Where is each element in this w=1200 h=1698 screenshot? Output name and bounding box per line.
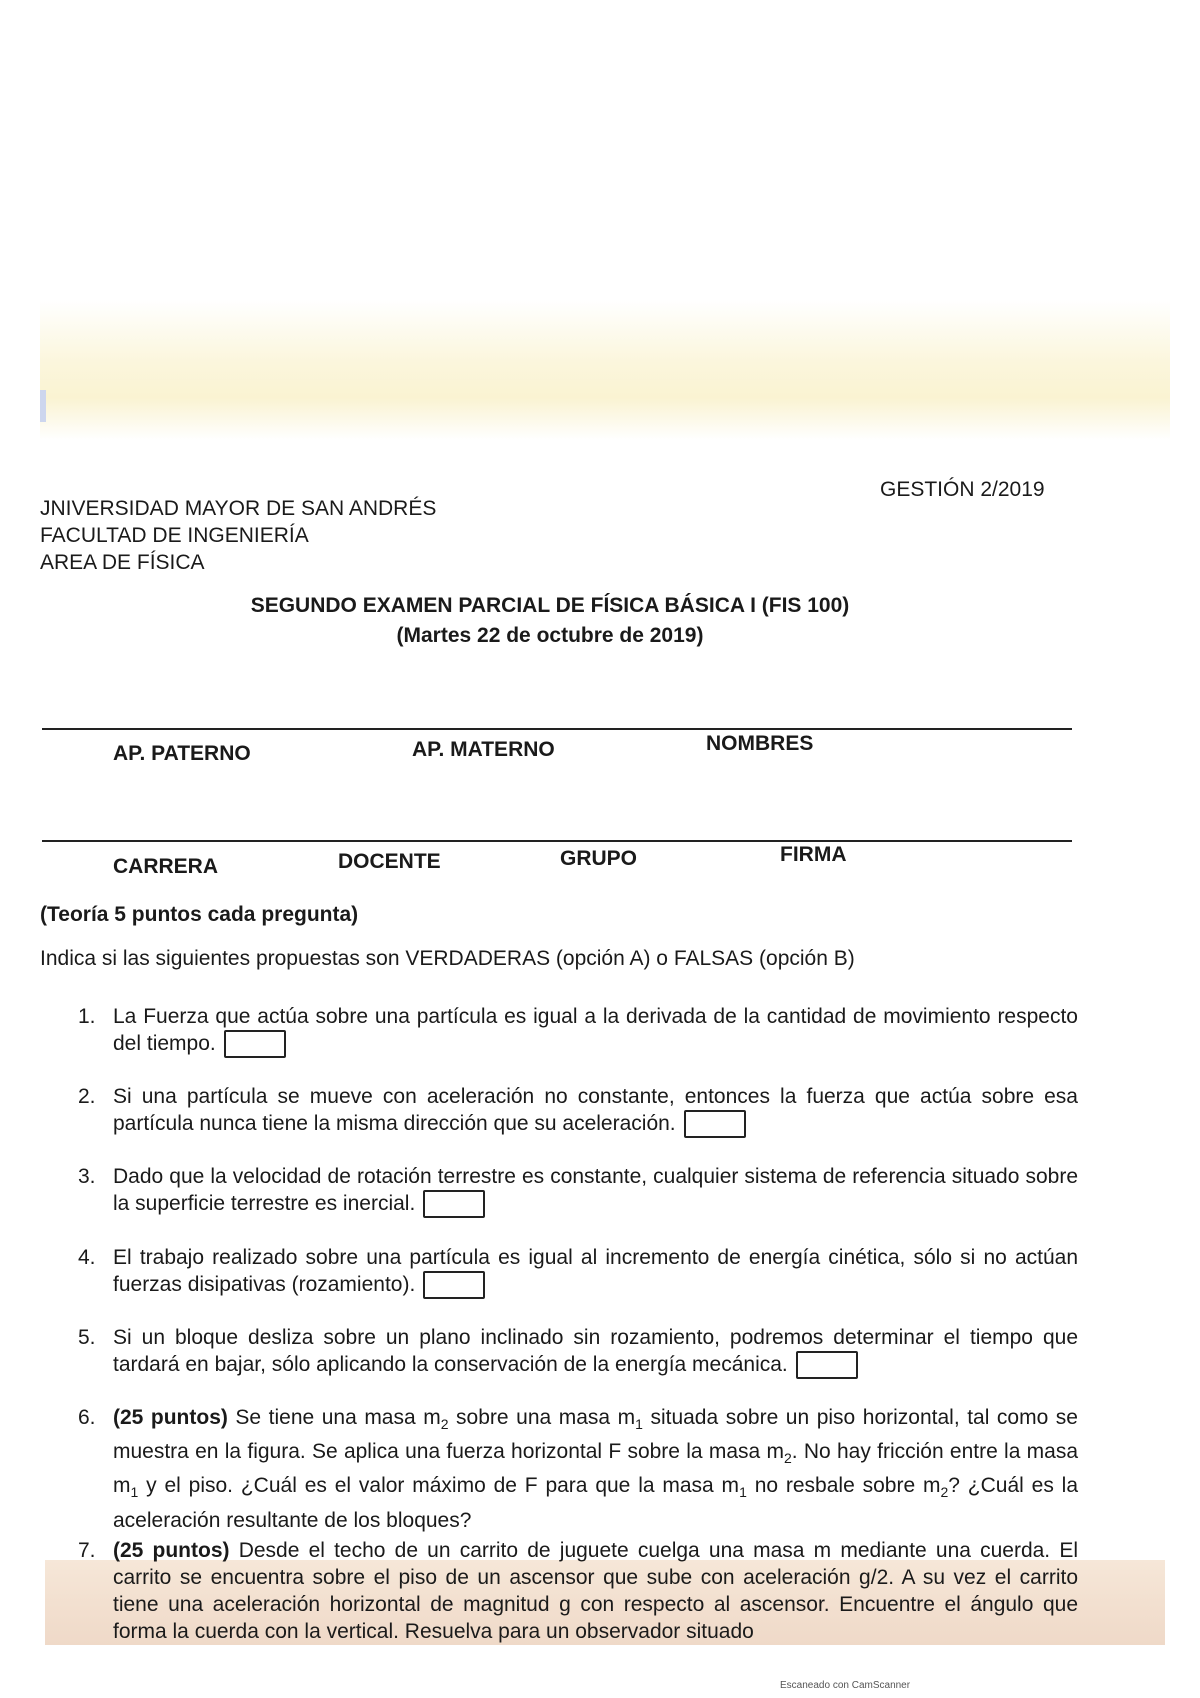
question-number: 4. [78,1246,96,1269]
scan-yellow-tint [40,300,1170,440]
label-ap-materno: AP. MATERNO [412,738,555,761]
label-ap-paterno: AP. PATERNO [113,742,251,765]
answer-box[interactable] [796,1351,858,1379]
question-number: 3. [78,1165,96,1188]
scan-footer: Escaneado con CamScanner [780,1680,911,1691]
question-text: Si un bloque desliza sobre un plano inclinado sin rozamiento, podremos determinar el tiempo que tardará en bajar, sólo aplicando la conservación de la energía mecánica. [113,1326,1078,1376]
problem-6 [78,1404,1078,1534]
question-5 [78,1324,1078,1379]
form-line-2 [42,840,1072,842]
problem-text: (25 puntos) Se tiene una masa $m_2$ sobre una masa $m_1$ situada sobre un piso horizontal, tal como se muestra en la figura. Se aplica una fuerza horizontal F sobre la masa $m_2$. No hay fricción entre la masa $m_1$ y el piso. ¿Cuál es el valor máximo de F para que la masa $m_1$ no resbale sobre $m_2$? ¿Cuál es la aceleración resultante de los bloques? [113,1406,1079,1532]
exam-date: (Martes 22 de octubre de 2019) [396,624,704,647]
label-grupo: GRUPO [560,847,638,870]
answer-box[interactable] [224,1030,286,1058]
gestion-label: GESTIÓN 2/2019 [880,478,1045,501]
problem-number: 7. [78,1539,96,1562]
label-carrera: CARRERA [113,855,218,878]
area-name: AREA DE FÍSICA [40,551,205,574]
question-3 [78,1163,1078,1218]
question-text: La Fuerza que actúa sobre una partícula es igual a la derivada de la cantidad de movimiento respecto del tiempo. [113,1005,1078,1055]
faculty-name: FACULTAD DE INGENIERÍA [40,524,309,547]
question-4 [78,1244,1078,1299]
problem-points: (25 puntos) [113,1539,230,1562]
answer-box[interactable] [423,1190,485,1218]
question-1 [78,1003,1078,1058]
university-name: JNIVERSIDAD MAYOR DE SAN ANDRÉS [40,497,437,520]
label-nombres: NOMBRES [706,732,814,755]
question-number: 5. [78,1326,96,1349]
problem-7 [78,1537,1078,1645]
question-2 [78,1083,1078,1138]
scan-edge-mark [40,390,46,422]
institution-header [40,495,436,576]
problem-text: (25 puntos) Desde el techo de un carrito de juguete cuelga una masa m mediante una cuerda. El carrito se encuentra sobre el piso de un ascensor que sube con aceleración g/2. A su vez el carrito tiene una aceleración horizontal de magnitud g con respecto al ascensor. Encuentre el ángulo que forma la cuerda con la vertical. Resuelva para un observador situado [113,1539,1078,1643]
answer-box[interactable] [684,1110,746,1138]
question-text: El trabajo realizado sobre una partícula es igual al incremento de energía cinética, sólo si no actúan fuerzas disipativas (rozamiento). [113,1246,1078,1296]
exam-title: SEGUNDO EXAMEN PARCIAL DE FÍSICA BÁSICA I (FIS 100) [250,594,850,617]
problem-number: 6. [78,1406,96,1429]
label-firma: FIRMA [780,843,847,866]
question-number: 2. [78,1085,96,1108]
question-text: Si una partícula se mueve con aceleración no constante, entonces la fuerza que actúa sobre esa partícula nunca tiene la misma dirección que su aceleración. [113,1085,1078,1135]
answer-box[interactable] [423,1271,485,1299]
question-text: Dado que la velocidad de rotación terrestre es constante, cualquier sistema de referencia situado sobre la superficie terrestre es inercial. [113,1165,1078,1215]
form-line-1 [42,728,1072,730]
problem-points: (25 puntos) [113,1406,228,1429]
instructions: Indica si las siguientes propuestas son VERDADERAS (opción A) o FALSAS (opción B) [40,947,855,970]
label-docente: DOCENTE [338,850,441,873]
theory-heading: (Teoría 5 puntos cada pregunta) [40,903,359,926]
question-number: 1. [78,1005,96,1028]
